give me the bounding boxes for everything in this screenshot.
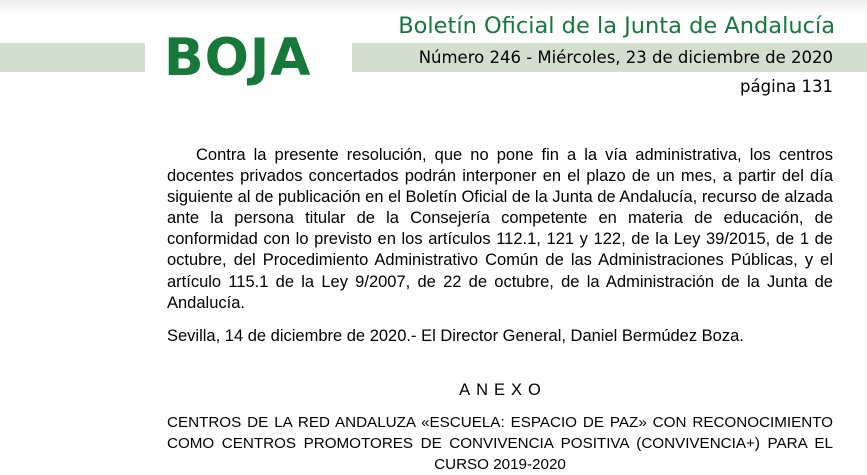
- issue-number-date: Número 246 - Miércoles, 23 de diciembre de 2020: [418, 48, 833, 67]
- page-number: página 131: [740, 77, 833, 96]
- annex-heading: ANEXO: [459, 381, 547, 399]
- header-band-left: [0, 43, 145, 72]
- signature-line: Sevilla, 14 de diciembre de 2020.- El Director General, Daniel Bermúdez Boza.: [167, 327, 744, 345]
- publication-title: Boletín Oficial de la Junta de Andalucía: [398, 13, 835, 39]
- resolution-paragraph: Contra la presente resolución, que no pone fin a la vía administrativa, los centros docentes privados concertados podrán interponer en el plazo de un mes, a partir del día siguiente al de publicación en el Boletín Oficial de la Junta de Andalucía, recurso de alzada ante la persona titular de la Consejería competente en materia de educación, de conformidad con lo previsto en los artículos 112.1, 121 y 122, de la Ley 39/2015, de 1 de octubre, del Procedimiento Administrativo Común de las Administraciones Públicas, y el artículo 115.1 de la Ley 9/2007, de 22 de octubre, de la Administración de la Junta de Andalucía.: [167, 146, 833, 312]
- boja-logo: BOJA: [164, 28, 312, 88]
- annex-subtitle: CENTROS DE LA RED ANDALUZA «ESCUELA: ESPACIO DE PAZ» CON RECONOCIMIENTO COMO CENTROS PROMOTORES DE CONVIVENCIA POSITIVA (CONVIVENCIA+) PARA EL CURSO 2019-2020: [167, 414, 833, 473]
